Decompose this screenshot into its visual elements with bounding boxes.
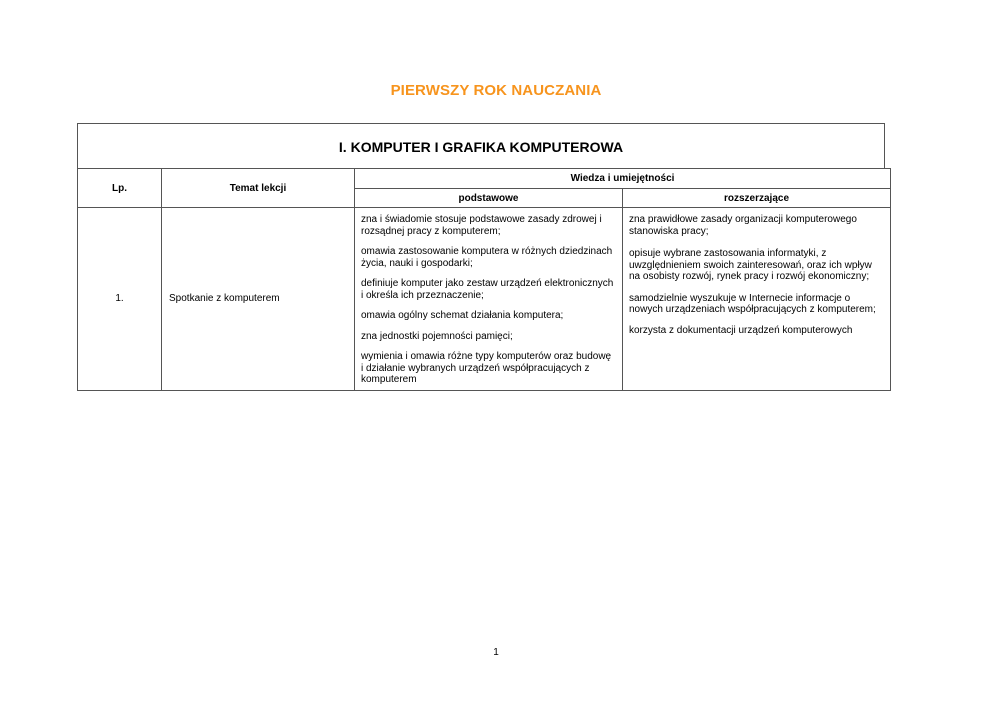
extended-skills-list xyxy=(623,208,891,391)
list-item: zna jednostki pojemności pamięci; xyxy=(361,330,513,342)
list-item: omawia ogólny schemat działania komputera; xyxy=(361,310,564,321)
list-item: wymienia i omawia różne typy komputerów oraz budowę i działanie wybranych urządzeń współpracujących z komputerem xyxy=(361,351,612,385)
page-title: PIERWSZY ROK NAUCZANIA xyxy=(390,82,602,99)
header-lp: Lp. xyxy=(78,169,162,208)
section-header xyxy=(77,123,885,168)
curriculum-table xyxy=(77,168,891,391)
list-item: opisuje wybrane zastosowania informatyki, z uwzględnieniem swoich zainteresowań, oraz ich wpływ na osobisty rozwój, rynek pracy i rozwój ekonomiczny; xyxy=(629,248,872,282)
header-knowledge-skills: Wiedza i umiejętności xyxy=(355,169,891,189)
table-row xyxy=(78,208,891,391)
header-topic: Temat lekcji xyxy=(162,169,355,208)
list-item: samodzielnie wyszukuje w Internecie informacje o nowych urządzeniach współpracujących z komputerem; xyxy=(629,292,876,315)
header-basic: podstawowe xyxy=(355,189,623,208)
list-item: korzysta z dokumentacji urządzeń komputerowych xyxy=(629,324,853,336)
list-item: definiuje komputer jako zestaw urządzeń elektronicznych i określa ich przeznaczenie; xyxy=(361,278,614,301)
page-number: 1 xyxy=(493,647,499,658)
header-extended: rozszerzające xyxy=(623,189,891,208)
section-title: I. KOMPUTER I GRAFIKA KOMPUTEROWA xyxy=(338,139,624,155)
basic-skills-list xyxy=(355,208,623,391)
list-item: zna i świadomie stosuje podstawowe zasady zdrowej i rozsądnej pracy z komputerem; xyxy=(361,214,602,237)
list-item: zna prawidłowe zasady organizacji komputerowego stanowiska pracy; xyxy=(629,214,857,237)
lesson-topic: Spotkanie z komputerem xyxy=(162,208,355,391)
list-item: omawia zastosowanie komputera w różnych dziedzinach życia, nauki i gospodarki; xyxy=(361,246,613,269)
row-number: 1. xyxy=(78,208,162,391)
